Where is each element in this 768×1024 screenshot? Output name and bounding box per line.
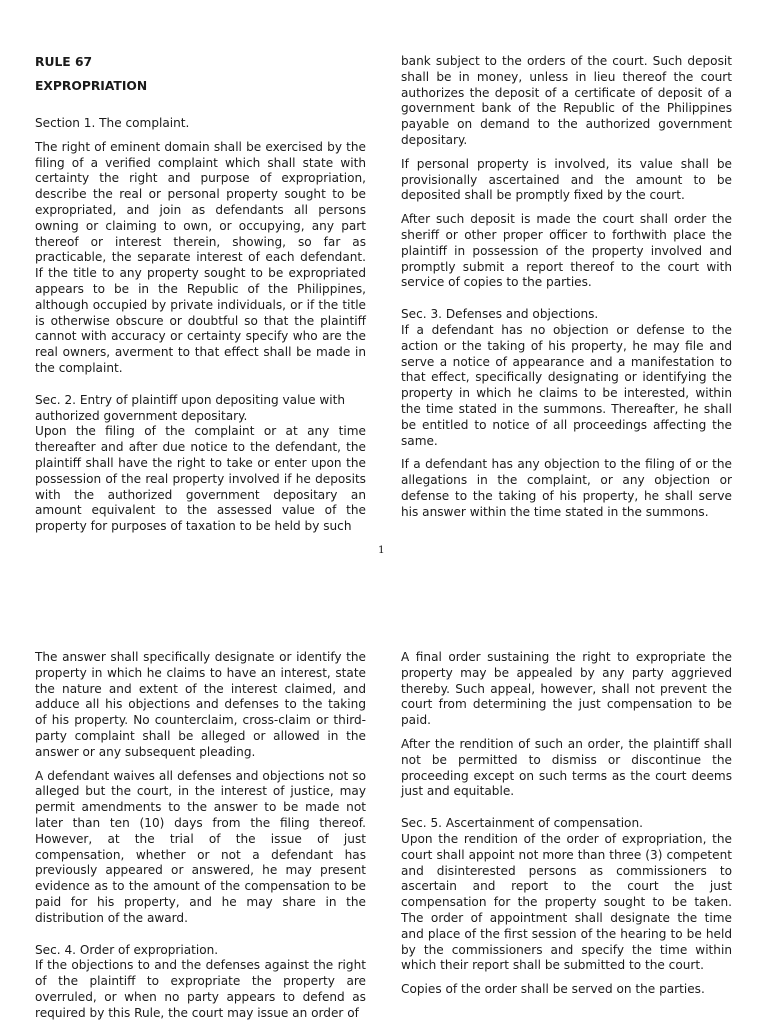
rule-header xyxy=(35,54,366,94)
paragraph: Copies of the order shall be served on the parties. xyxy=(401,982,705,997)
page1-right-column xyxy=(401,54,732,529)
section-3-heading: Sec. 3. Defenses and objections. xyxy=(401,307,599,322)
section-4-body: If the objections to and the defenses against the right of the plaintiff to expropriate the property are overruled, or when no party appears to defend as required by this Rule, the court may issue an order of xyxy=(35,958,366,1020)
section-2-body: Upon the filing of the complaint or at any time thereafter and after due notice to the defendant, the plaintiff shall have the right to take or enter upon the possession of the real property involved if he deposits with the authorized government depositary an amount equivalent to the assessed value of the property for purposes of taxation to be held by such xyxy=(35,424,366,534)
paragraph: A final order sustaining the right to expropriate the property may be appealed by any party aggrieved thereby. Such appeal, however, shall not prevent the court from determining the just compensation to be paid. xyxy=(401,650,732,728)
section-5-heading: Sec. 5. Ascertainment of compensation. xyxy=(401,816,643,831)
paragraph: If personal property is involved, its value shall be provisionally ascertained and the amount to be deposited shall be promptly fixed by the court. xyxy=(401,156,732,203)
paragraph: A defendant waives all defenses and objections not so alleged but the court, in the interest of justice, may permit amendments to the answer to be made not later than ten (10) days from the filing thereof. However, at the trial of the issue of just compensation, whether or not a defendant has previously appeared or answered, he may present evidence as to the amount of the compensation to be paid for his property, and he may share in the distribution of the award. xyxy=(35,768,366,925)
page-number: 1 xyxy=(378,544,385,556)
rule-title: EXPROPRIATION xyxy=(35,79,148,93)
paragraph: bank subject to the orders of the court. Such deposit shall be in money, unless in lieu thereof the court authorizes the deposit of a certificate of deposit of a government bank of the Republic of the Philippines payable on demand to the authorized government depositary. xyxy=(401,54,732,147)
paragraph: The answer shall specifically designate or identify the property in which he claims to have an interest, state the nature and extent of the interest claimed, and adduce all his objections and defenses to the taking of his property. No counterclaim, cross-claim or third-party complaint shall be alleged or allowed in the answer or any subsequent pleading. xyxy=(35,650,366,759)
section-5-body: Upon the rendition of the order of expropriation, the court shall appoint not more than three (3) competent and disinterested persons as commissioners to ascertain and report to the court the just compensation for the property sought to be taken. The order of appointment shall designate the time and place of the first session of the hearing to be held by the commissioners and specify the time within which their report shall be submitted to the court. xyxy=(401,831,732,973)
paragraph: If a defendant has any objection to the filing of or the allegations in the complaint, or any objection or defense to the taking of his property, he shall serve his answer within the time stated in the summons. xyxy=(401,457,732,519)
section-4-heading: Sec. 4. Order of expropriation. xyxy=(35,942,219,957)
document-page-2 xyxy=(0,600,768,1024)
page1-left-column xyxy=(35,54,366,543)
paragraph: After such deposit is made the court shall order the sheriff or other proper officer to forthwith place the plaintiff in possession of the property involved and promptly submit a report thereof to the court with service of copies to the parties. xyxy=(401,212,732,290)
section-1-heading: Section 1. The complaint. xyxy=(35,116,190,130)
page2-left-column xyxy=(35,650,366,1024)
rule-number: RULE 67 xyxy=(35,55,93,69)
paragraph: After the rendition of such an order, the plaintiff shall not be permitted to dismiss or discontinue the proceeding except on such terms as the court deems just and equitable. xyxy=(401,736,732,799)
section-1-body: The right of eminent domain shall be exercised by the filing of a verified complaint which shall state with certainty the right and purpose of expropriation, describe the real or personal property sought to be expropriated, and join as defendants all persons owning or claiming to own, or occupying, any part thereof or interest therein, showing, so far as practicable, the separate interest of each defendant. If the title to any property sought to be expropriated appears to be in the Republic of the Philippines, although occupied by private individuals, or if the title is otherwise obscure or doubtful so that the plaintiff cannot with accuracy or certainty specify who are the real owners, averment to that effect shall be made in the complaint. xyxy=(35,139,366,375)
section-2-heading: Sec. 2. Entry of plaintiff upon depositing value with authorized government depositary. xyxy=(35,392,346,423)
section-3-body: If a defendant has no objection or defense to the action or the taking of his property, he may file and serve a notice of appearance and a manifestation to that effect, specifically designating or identifying the property in which he claims to be interested, within the time stated in the summons. Thereafter, he shall be entitled to notice of all proceedings affecting the same. xyxy=(401,322,732,448)
page2-right-column xyxy=(401,650,732,1006)
